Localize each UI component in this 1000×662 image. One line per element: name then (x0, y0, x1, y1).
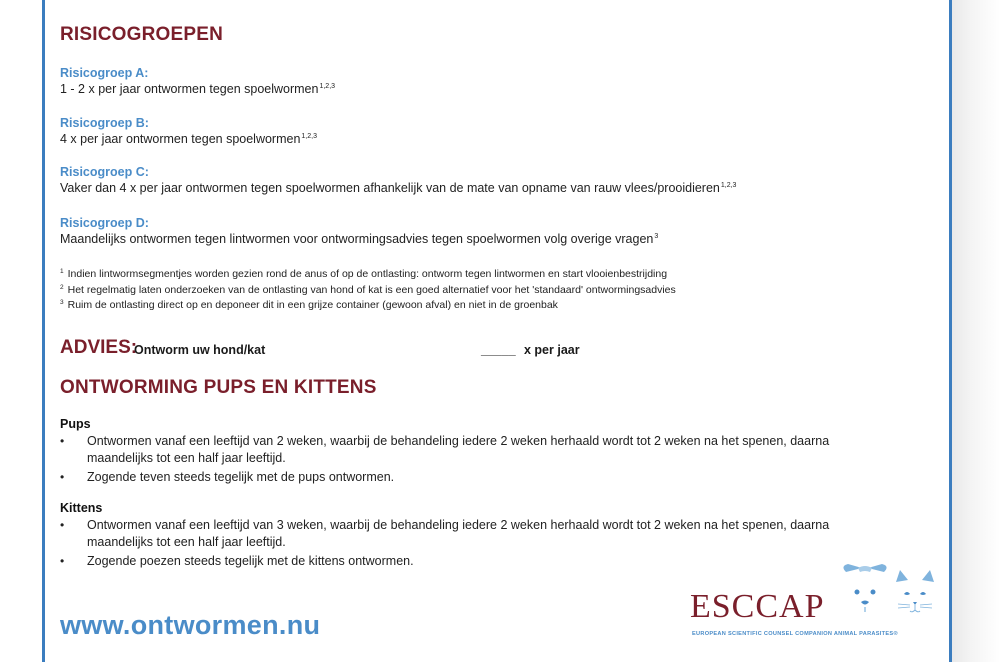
list-item: • Ontwormen vanaf een leeftijd van 3 weken, waarbij de behandeling iedere 2 weken herhaald wordt tot 2 weken na het spenen, daarna maandelijks tot een half jaar leeftijd. (60, 517, 840, 551)
advies-blank-field: _____ (481, 343, 516, 357)
esccap-logo (690, 562, 940, 642)
risicogroep-b-label: Risicogroep B: (60, 116, 149, 130)
footnote-2: $^2$ Het regelmatig laten onderzoeken van de ontlasting van hond of kat is een goed alternatief voor het 'standaard' ontwormingsadvies (60, 284, 676, 296)
list-item: • Ontwormen vanaf een leeftijd van 2 weken, waarbij de behandeling iedere 2 weken herhaald wordt tot 2 weken na het spenen, daarna maandelijks tot een half jaar leeftijd. (60, 433, 840, 467)
footnote-3: $^3$ Ruim de ontlasting direct op en deponeer dit in een grijze container (gewoon afval) en niet in de groenbak (60, 299, 558, 311)
risicogroep-c-label: Risicogroep C: (60, 165, 149, 179)
pups-kittens-heading: ONTWORMING PUPS EN KITTENS (60, 377, 377, 398)
kittens-subheading: Kittens (60, 501, 103, 515)
pups-subheading: Pups (60, 417, 91, 431)
dog-cat-logo-icon (838, 562, 938, 628)
logo-subtitle: EUROPEAN SCIENTIFIC COUNSEL COMPANION ANIMAL PARASITES® (692, 631, 898, 637)
risicogroepen-heading: RISICOGROEPEN (60, 24, 224, 45)
risicogroep-c-text: Vaker dan 4 x per jaar ontwormen tegen spoelwormen afhankelijk van de mate van opname van rauw vlees/prooidieren$^{1,2,3}$ (60, 181, 737, 195)
viewer-background-right (952, 0, 1000, 662)
list-item: • Zogende teven steeds tegelijk met de pups ontwormen. (60, 469, 840, 486)
risicogroep-d-text: Maandelijks ontwormen tegen lintwormen voor ontwormingsadvies tegen spoelwormen volg overige vragen$^3$ (60, 232, 659, 246)
pups-list (60, 433, 840, 488)
list-item: • Zogende poezen steeds tegelijk met de kittens ontwormen. (60, 553, 840, 570)
risicogroep-d-label: Risicogroep D: (60, 216, 149, 230)
advies-text: Ontworm uw hond/kat (134, 343, 266, 357)
advies-heading: ADVIES: (60, 337, 138, 358)
viewer-background-left (0, 0, 42, 662)
risicogroep-a-text: 1 - 2 x per jaar ontwormen tegen spoelwormen$^{1,2,3}$ (60, 82, 336, 96)
advies-unit: x per jaar (524, 343, 580, 357)
footnote-1: $^1$ Indien lintwormsegmentjes worden gezien rond de anus of op de ontlasting: ontworm tegen lintwormen en start vlooienbestrijding (60, 268, 668, 280)
website-link[interactable]: www.ontwormen.nu (60, 610, 321, 640)
risicogroep-a-label: Risicogroep A: (60, 66, 149, 80)
logo-wordmark: ESCCAP (690, 588, 825, 625)
risicogroep-b-text: 4 x per jaar ontwormen tegen spoelwormen$^{1,2,3}$ (60, 132, 317, 146)
